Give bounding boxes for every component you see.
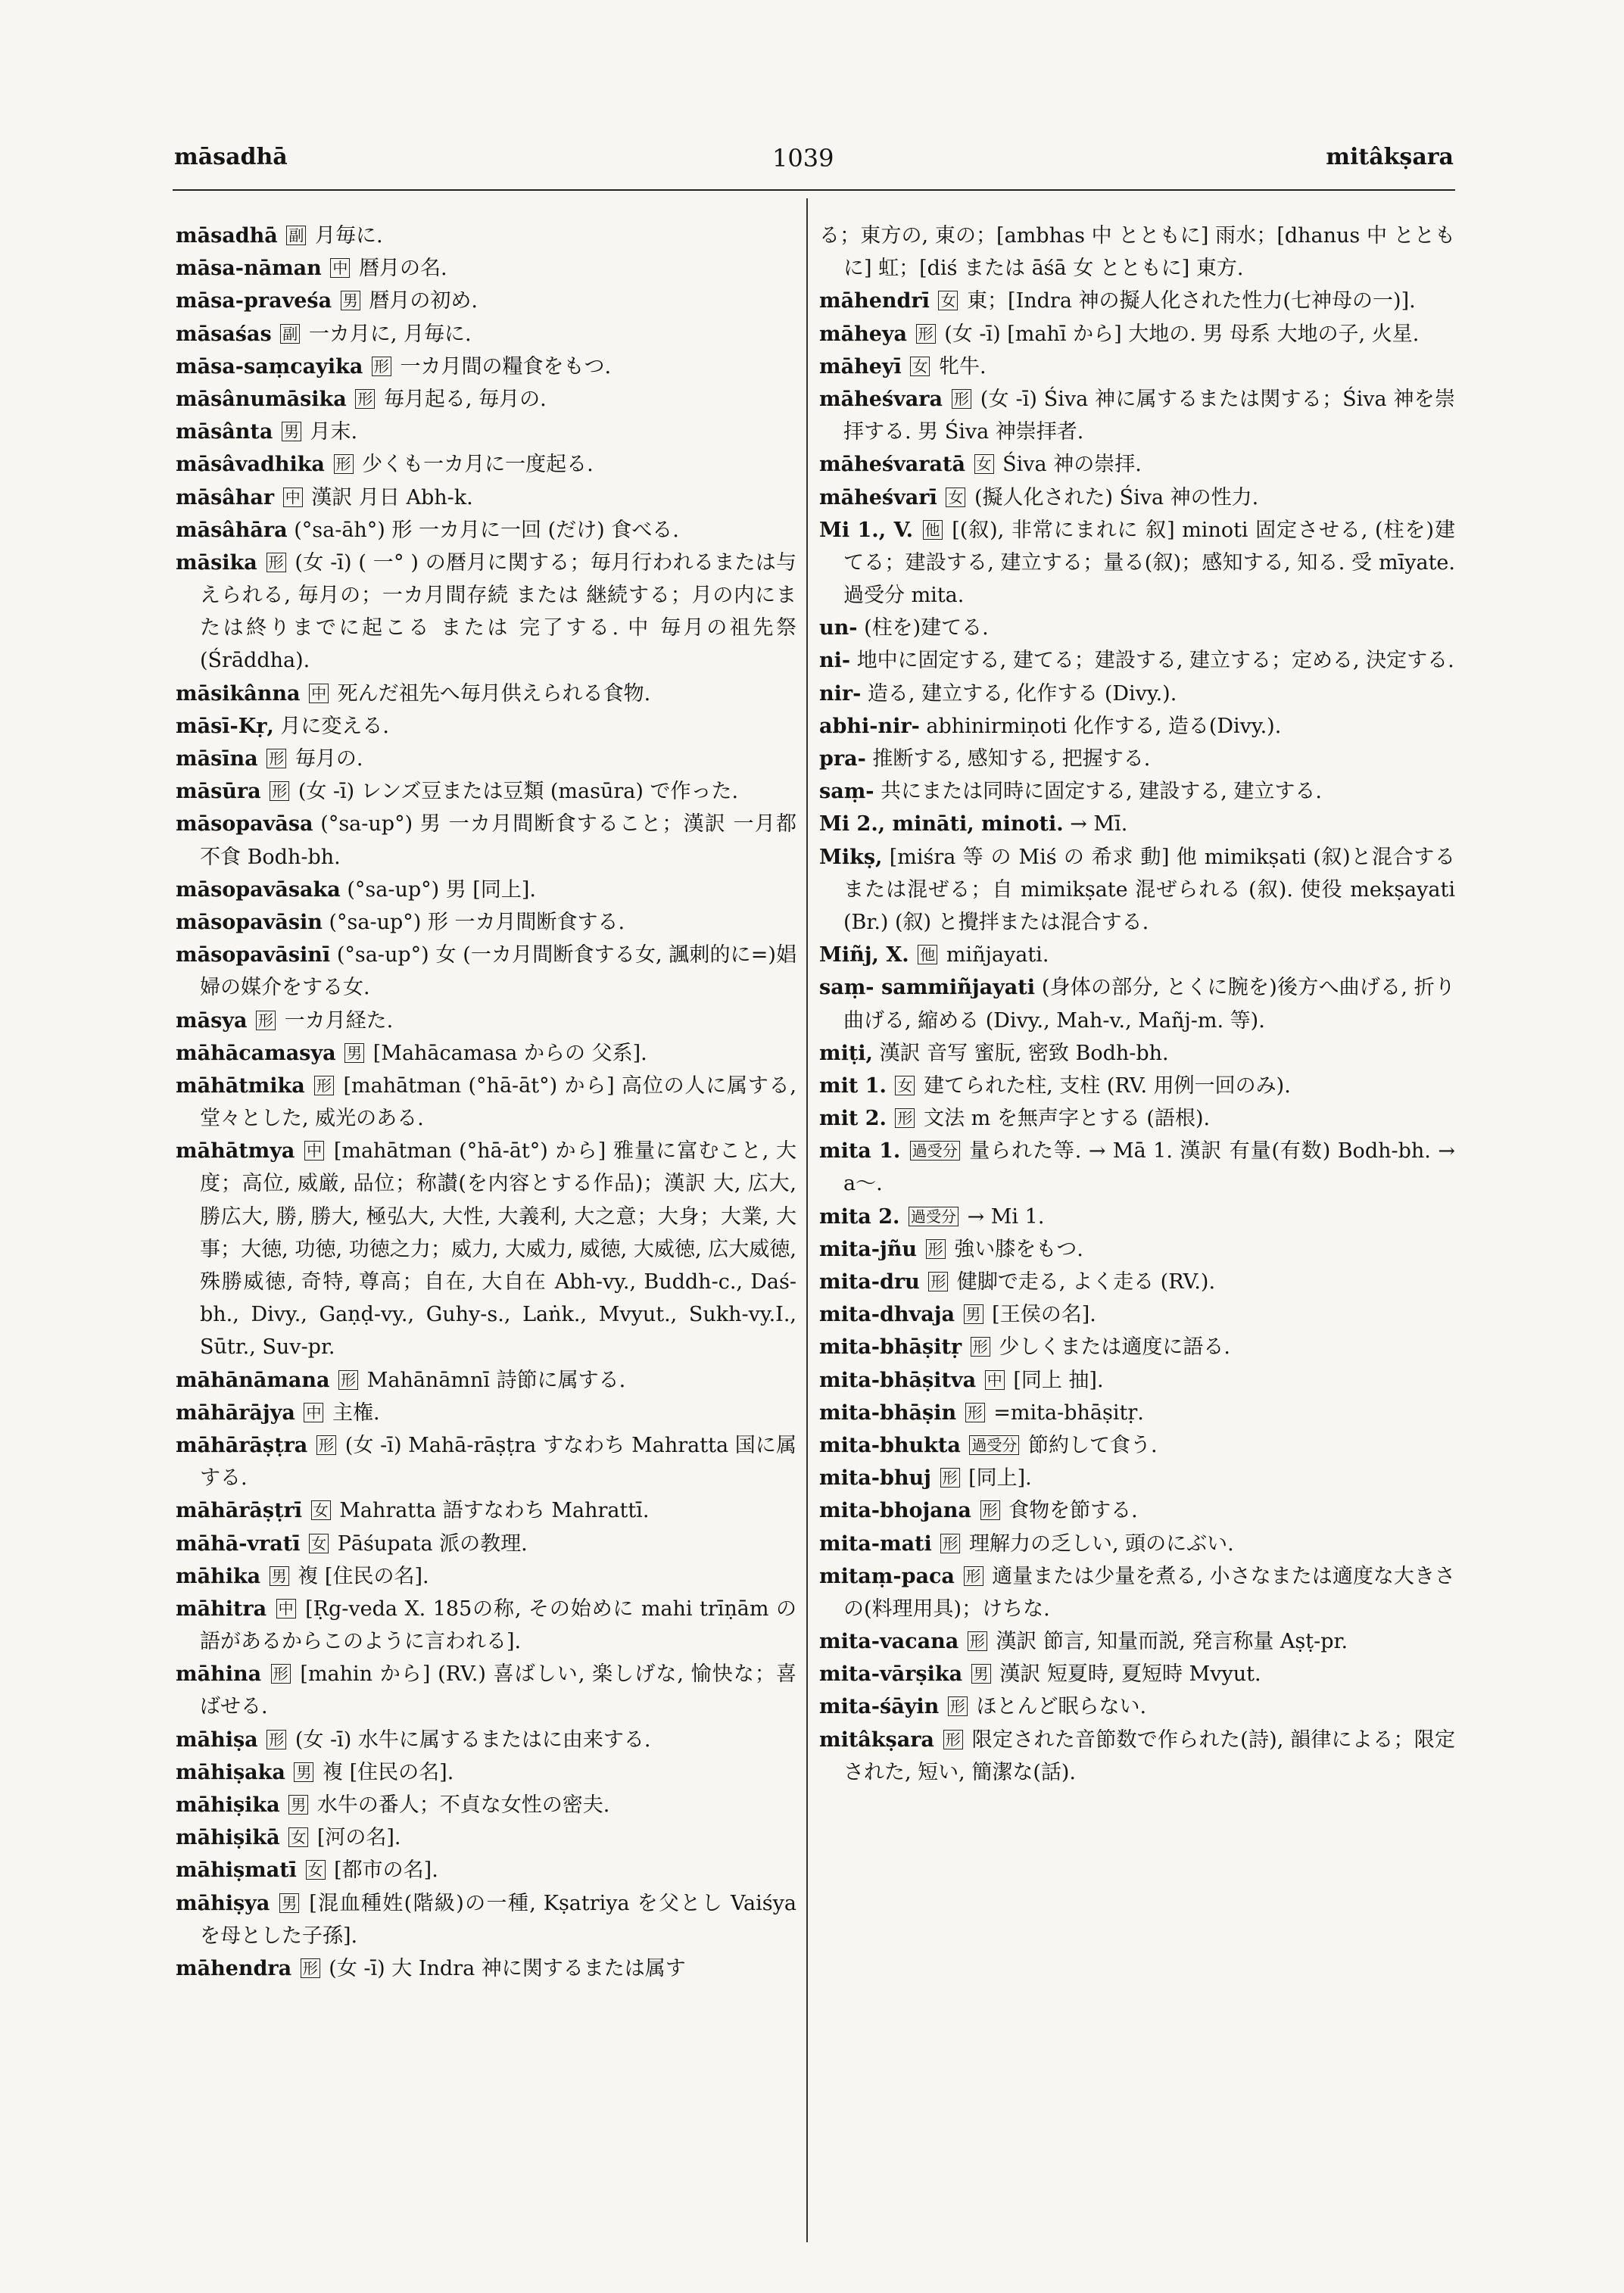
entry-definition: 複 [住民の名]. bbox=[323, 1760, 454, 1784]
entry-definition: 暦月の初め. bbox=[369, 289, 478, 313]
entry-definition: → Mi 1. bbox=[967, 1204, 1045, 1229]
entry-definition: 建てられた柱, 支柱 (RV. 用例一回のみ). bbox=[924, 1073, 1291, 1098]
grammar-tag: 副 bbox=[280, 324, 300, 344]
entry-headword: mita-śāyin bbox=[819, 1695, 940, 1719]
entry-definition: (女 -ī) Mahā-rāṣṭra すなわち Mahratta 国に属する. bbox=[200, 1433, 796, 1491]
entry-definition: [混血種姓(階級)の一種, Kṣatriya を父とし Vaiśya を母とした子孫]. bbox=[200, 1891, 796, 1948]
dictionary-entry bbox=[176, 808, 796, 873]
entry-headword: mita-bhāṣitva bbox=[819, 1368, 977, 1392]
entry-headword: māsânta bbox=[176, 420, 273, 444]
header-left-guideword: māsadhā bbox=[174, 144, 288, 170]
dictionary-entry bbox=[819, 1233, 1455, 1266]
entry-definition: (柱を)建てる. bbox=[864, 616, 989, 640]
entry-definition: (女 -ī) 水牛に属するまたはに由来する. bbox=[295, 1728, 651, 1752]
entry-headword: māheśvaratā bbox=[819, 453, 965, 477]
entry-definition: (°sa-up°) 男 一カ月間断食すること；漢訳 一月都不食 Bodh-bh. bbox=[200, 812, 796, 869]
entry-definition: 暦月の名. bbox=[358, 257, 447, 281]
dictionary-entry bbox=[176, 1756, 796, 1789]
dictionary-entry bbox=[819, 1298, 1455, 1331]
entry-definition: 漢訳 音写 蜜朊, 密致 Bodh-bh. bbox=[879, 1041, 1169, 1065]
entry-definition: (女 -ī) ( 一° ) の暦月に関する；毎月行われるまたは与えられる, 毎月の；一カ月間存続 または 継続する；月の内にまたは終りまでに起こる または 完了する. 中 毎月の祖先祭 (Śrāddha). bbox=[200, 550, 796, 673]
dictionary-entry bbox=[819, 350, 1455, 383]
entry-headword: mit 1. bbox=[819, 1073, 887, 1098]
entry-headword: mita-vārṣika bbox=[819, 1662, 963, 1687]
entry-headword: saṃ- sammiñjayati bbox=[819, 976, 1035, 1000]
grammar-tag: 形 bbox=[964, 1566, 983, 1586]
grammar-tag: 男 bbox=[279, 1893, 299, 1913]
grammar-tag: 女 bbox=[306, 1860, 326, 1880]
entry-definition: 地中に固定する, 建てる；建設する, 建立する；定める, 決定する. bbox=[856, 649, 1454, 673]
dictionary-entry bbox=[819, 775, 1455, 808]
grammar-tag: 中 bbox=[304, 1403, 323, 1422]
grammar-tag: 形 bbox=[316, 1435, 336, 1455]
entry-headword: māheśvarī bbox=[819, 485, 937, 509]
entry-definition: [mahātman (°hā-āt°) から] 雅量に富むこと, 大度；高位, 威厳, 品位；称讃(を内容とする作品)；漢訳 大, 広大, 勝広大, 勝, 勝大, 極弘大, 大性, 大義利, 大之意；大身；大業, 大事；大徳, 功徳, 功徳之力；威力, 大威力, 威徳, 大威徳, 広大威徳, 殊勝威徳, 奇特, 尊高；自在, 大自在 Abh-vy., Buddh-c., Daś-bh., Divy., Gaṇḍ-vy., Guhy-s., Laṅk., Mvyut., Sukh-vy.I., Sūtr., Suv-pr. bbox=[200, 1139, 796, 1360]
page-header bbox=[174, 144, 1454, 182]
entry-headword: māsikânna bbox=[176, 681, 301, 706]
grammar-tag: 男 bbox=[294, 1762, 313, 1782]
entry-headword: māheyī bbox=[819, 354, 902, 379]
dictionary-entry bbox=[819, 1658, 1455, 1690]
entry-definition: Mahratta 語すなわち Mahrattī. bbox=[339, 1499, 650, 1523]
dictionary-entry bbox=[819, 710, 1455, 743]
entry-headword: māhātmika bbox=[176, 1073, 305, 1098]
dictionary-entry bbox=[819, 1429, 1455, 1462]
entry-definition: (身体の部分, とくに腕を)後方へ曲げる, 折り曲げる, 縮める (Divy., Mah-v., Mañj-m. 等). bbox=[843, 976, 1455, 1033]
dictionary-entry bbox=[819, 448, 1455, 481]
entry-definition: 毎月起る, 毎月の. bbox=[383, 387, 547, 411]
grammar-tag: 形 bbox=[916, 324, 936, 344]
dictionary-entry bbox=[819, 481, 1455, 514]
entry-definition: [Mahācamasa からの 父系]. bbox=[372, 1041, 647, 1065]
entry-headword: mita-vacana bbox=[819, 1630, 959, 1654]
grammar-tag: 中 bbox=[283, 488, 303, 507]
dictionary-entry bbox=[176, 874, 796, 906]
dictionary-entry bbox=[176, 906, 796, 939]
dictionary-entry bbox=[819, 841, 1455, 939]
dictionary-entry bbox=[176, 448, 796, 481]
dictionary-entry bbox=[819, 1201, 1455, 1233]
dictionary-entry bbox=[176, 1821, 796, 1854]
entry-headword: pra- bbox=[819, 747, 866, 771]
entry-definition: (°sa-āh°) 形 一カ月に一回 (だけ) 食べる. bbox=[294, 518, 679, 542]
grammar-tag: 過受分 bbox=[909, 1207, 959, 1226]
entry-headword: māsa-saṃcayika bbox=[176, 354, 363, 379]
dictionary-entry bbox=[819, 1462, 1455, 1494]
entry-headword: mita-bhojana bbox=[819, 1499, 971, 1523]
grammar-tag: 形 bbox=[270, 781, 289, 801]
dictionary-entry bbox=[819, 1397, 1455, 1429]
entry-headword: māhika bbox=[176, 1564, 261, 1588]
entry-headword: nir- bbox=[819, 681, 862, 706]
grammar-tag: 形 bbox=[314, 1076, 334, 1095]
entry-headword: māhendra bbox=[176, 1956, 292, 1980]
grammar-tag: 形 bbox=[980, 1500, 1000, 1520]
entry-definition: 東；[Indra 神の擬人化された性力(七神母の一)]. bbox=[967, 289, 1416, 313]
grammar-tag: 形 bbox=[928, 1272, 948, 1291]
entry-headword: māsadhā bbox=[176, 224, 278, 248]
entry-definition: 一カ月間の糧食をもつ. bbox=[400, 354, 612, 379]
entry-headword: mita-mati bbox=[819, 1531, 932, 1556]
entry-definition: 毎月の. bbox=[295, 747, 363, 771]
entry-headword: māhitra bbox=[176, 1597, 267, 1621]
entry-headword: māhiṣa bbox=[176, 1728, 258, 1752]
dictionary-entry bbox=[819, 1070, 1455, 1102]
entry-definition: 造る, 建立する, 化作する (Divy.). bbox=[867, 681, 1177, 706]
entry-headword: māhendrī bbox=[819, 289, 930, 313]
grammar-tag: 形 bbox=[965, 1403, 985, 1422]
grammar-tag: 形 bbox=[338, 1370, 358, 1390]
dictionary-entry bbox=[819, 678, 1455, 710]
entry-headword: māhiṣaka bbox=[176, 1760, 285, 1784]
dictionary-entry bbox=[176, 1593, 796, 1658]
dictionary-entry bbox=[176, 350, 796, 383]
entry-headword: māsaśas bbox=[176, 322, 272, 346]
header-right-guideword: mitâkṣara bbox=[1326, 144, 1454, 170]
entry-definition: 一カ月に, 月毎に. bbox=[308, 322, 472, 346]
entry-headword: māheśvara bbox=[819, 387, 943, 411]
dictionary-entry bbox=[819, 383, 1455, 448]
left-column bbox=[176, 220, 796, 2263]
dictionary-entry bbox=[176, 775, 796, 808]
entry-definition: [同上]. bbox=[968, 1466, 1032, 1491]
entry-headword: mita-bhāṣitṛ bbox=[819, 1335, 962, 1360]
dictionary-entry bbox=[819, 1724, 1455, 1789]
dictionary-entry bbox=[176, 383, 796, 416]
grammar-tag: 中 bbox=[330, 258, 350, 278]
entry-definition: 量られた等. → Mā 1. 漢訳 有量(有数) Bodh-bh. → a～. bbox=[843, 1139, 1455, 1196]
entry-headword: māsâhāra bbox=[176, 518, 288, 542]
dictionary-entry bbox=[819, 1102, 1455, 1135]
dictionary-entry bbox=[176, 1724, 796, 1756]
grammar-tag: 女 bbox=[895, 1076, 915, 1095]
entry-definition: [mahātman (°hā-āt°) から] 高位の人に属する, 堂々とした, 威光のある. bbox=[200, 1073, 796, 1131]
entry-definition: (°sa-up°) 男 [同上]. bbox=[347, 877, 536, 902]
entry-headword: māsânumāsika bbox=[176, 387, 347, 411]
dictionary-entry bbox=[176, 1494, 796, 1527]
grammar-tag: 男 bbox=[288, 1795, 308, 1815]
entry-headword: mita 1. bbox=[819, 1139, 901, 1164]
dictionary-entry bbox=[819, 644, 1455, 677]
entry-headword: māheya bbox=[819, 322, 908, 346]
entry-definition: (°sa-up°) 女 (一カ月間断食する女, 諷刺的に=)娼婦の媒介をする女. bbox=[200, 943, 796, 1000]
entry-definition: 一カ月経た. bbox=[284, 1008, 394, 1033]
entry-definition: 少しくまたは適度に語る. bbox=[999, 1335, 1230, 1360]
dictionary-entry bbox=[176, 1135, 796, 1363]
dictionary-entry bbox=[176, 710, 796, 743]
entry-definition: [都市の名]. bbox=[334, 1858, 438, 1883]
grammar-tag: 男 bbox=[282, 422, 301, 441]
entry-headword: māhācamasya bbox=[176, 1041, 336, 1065]
entry-definition: 漢訳 月日 Abh-k. bbox=[311, 485, 473, 509]
entry-definition: [Ṛg-veda X. 185の称, その始めに mahi trīṇām の語があるからこのように言われる]. bbox=[200, 1597, 796, 1654]
dictionary-entry bbox=[819, 1494, 1455, 1527]
page-number: 1039 bbox=[772, 144, 834, 173]
entry-headword: māhiṣikā bbox=[176, 1826, 280, 1850]
grammar-tag: 中 bbox=[309, 684, 329, 703]
entry-headword: Mikṣ, bbox=[819, 845, 883, 869]
entry-definition: 漢訳 短夏時, 夏短時 Mvyut. bbox=[999, 1662, 1261, 1687]
entry-definition: [(叙), 非常にまれに 叙] minoti 固定させる, (柱を)建てる；建設する, 建立する；量る(叙)；感知する, 知る. 受 mīyate. 過受分 mita. bbox=[843, 518, 1455, 608]
grammar-tag: 中 bbox=[304, 1141, 324, 1161]
dictionary-entry bbox=[176, 1070, 796, 1135]
entry-headword: māsopavāsin bbox=[176, 910, 323, 934]
grammar-tag: 形 bbox=[267, 749, 286, 768]
dictionary-entry bbox=[819, 1135, 1455, 1200]
entry-definition: 理解力の乏しい, 頭のにぶい. bbox=[968, 1531, 1234, 1556]
entry-definition: 適量または少量を煮る, 小さなまたは適度な大きさの(料理用具)；けちな. bbox=[843, 1564, 1455, 1621]
entry-definition: =mita-bhāṣitṛ. bbox=[993, 1400, 1144, 1425]
dictionary-entry bbox=[176, 318, 796, 350]
header-rule bbox=[173, 189, 1455, 191]
dictionary-entry bbox=[819, 1690, 1455, 1723]
grammar-tag: 男 bbox=[964, 1304, 983, 1324]
dictionary-entry bbox=[176, 1528, 796, 1560]
entry-definition: (°sa-up°) 形 一カ月間断食する. bbox=[329, 910, 625, 934]
dictionary-entry bbox=[176, 514, 796, 547]
entry-headword: mita-dru bbox=[819, 1270, 920, 1294]
entry-headword: māhiṣmatī bbox=[176, 1858, 297, 1883]
entry-definition: (女 -ī) Śiva 神に属するまたは関する；Śiva 神を崇拝する. 男 Śiva 神崇拝者. bbox=[843, 387, 1455, 444]
entry-definition: Śiva 神の崇拝. bbox=[1002, 453, 1142, 477]
grammar-tag: 女 bbox=[910, 357, 930, 376]
entry-headword: mita-jñu bbox=[819, 1237, 918, 1261]
entry-headword: Mi 1., V. bbox=[819, 518, 914, 542]
entry-definition: 強い膝をもつ. bbox=[954, 1237, 1083, 1261]
entry-definition: [王侯の名]. bbox=[992, 1303, 1096, 1327]
entry-headword: māsopavāsinī bbox=[176, 943, 331, 967]
grammar-tag: 他 bbox=[918, 945, 937, 964]
grammar-tag: 形 bbox=[271, 1664, 291, 1684]
grammar-tag: 形 bbox=[334, 454, 354, 474]
entry-definition: 節約して食う. bbox=[1028, 1433, 1158, 1457]
entry-headword: māsâvadhika bbox=[176, 453, 325, 477]
entry-definition: 月毎に. bbox=[314, 224, 383, 248]
dictionary-entry bbox=[819, 971, 1455, 1036]
entry-headword: māsīna bbox=[176, 747, 258, 771]
entry-definition: 月に変える. bbox=[280, 714, 390, 738]
entry-headword: māhārāṣṭra bbox=[176, 1433, 308, 1457]
entry-definition: 漢訳 節言, 知量而説, 発言称量 Aṣṭ-pr. bbox=[996, 1630, 1348, 1654]
entry-headword: māsya bbox=[176, 1008, 248, 1033]
entry-definition: abhinirmiṇoti 化作する, 造る(Divy.). bbox=[926, 714, 1282, 738]
entry-headword: māsa-nāman bbox=[176, 257, 322, 281]
entry-headword: Mi 2., mināti, minoti. bbox=[819, 812, 1064, 837]
dictionary-entry bbox=[176, 285, 796, 317]
dictionary-entry bbox=[176, 939, 796, 1004]
grammar-tag: 女 bbox=[938, 291, 958, 310]
dictionary-entry bbox=[176, 1952, 796, 1985]
entry-definition: → Mī. bbox=[1070, 812, 1128, 837]
entry-headword: māhā-vratī bbox=[176, 1531, 301, 1556]
entry-headword: mita-bhukta bbox=[819, 1433, 961, 1457]
entry-definition: Pāśupata 派の教理. bbox=[337, 1531, 528, 1556]
dictionary-entry bbox=[176, 220, 796, 252]
dictionary-entry bbox=[176, 481, 796, 514]
entry-definition: [mahin から] (RV.) 喜ばしい, 楽しげな, 愉快な；喜ばせる. bbox=[200, 1662, 796, 1719]
dictionary-entry bbox=[176, 1560, 796, 1593]
entry-definition: [河の名]. bbox=[316, 1826, 401, 1850]
entry-headword: māsâhar bbox=[176, 485, 275, 509]
entry-definition: 水牛の番人；不貞な女性の密夫. bbox=[316, 1793, 610, 1817]
grammar-tag: 形 bbox=[940, 1468, 960, 1488]
grammar-tag: 副 bbox=[286, 226, 306, 245]
grammar-tag: 男 bbox=[341, 291, 360, 310]
entry-definition: miñjayati. bbox=[946, 943, 1049, 967]
entry-definition: 死んだ祖先へ毎月供えられる食物. bbox=[337, 681, 651, 706]
entry-definition: 文法 m を無声字とする (語根). bbox=[924, 1107, 1211, 1131]
grammar-tag: 形 bbox=[301, 1958, 320, 1978]
dictionary-entry bbox=[176, 1005, 796, 1037]
dictionary-entry bbox=[819, 612, 1455, 644]
grammar-tag: 他 bbox=[923, 520, 943, 540]
entry-headword: māsopavāsa bbox=[176, 812, 313, 837]
grammar-tag: 形 bbox=[256, 1011, 276, 1030]
entry-definition: (女 -ī) レンズ豆または豆類 (masūra) で作った. bbox=[298, 780, 739, 804]
entry-definition: 限定された音節数で作られた(詩), 韻律による；限定された, 短い, 簡潔な(話). bbox=[843, 1728, 1455, 1784]
entry-headword: māsa-praveśa bbox=[176, 289, 332, 313]
grammar-tag: 形 bbox=[926, 1239, 946, 1259]
grammar-tag: 形 bbox=[895, 1108, 915, 1128]
grammar-tag: 男 bbox=[971, 1664, 991, 1684]
entry-headword: un- bbox=[819, 616, 858, 640]
dictionary-entry bbox=[176, 1397, 796, 1429]
entry-definition: [同上 抽]. bbox=[1013, 1368, 1104, 1392]
grammar-tag: 過受分 bbox=[969, 1435, 1019, 1455]
entry-definition: 共にまたは同時に固定する, 建設する, 建立する. bbox=[881, 780, 1322, 804]
dictionary-entry bbox=[819, 743, 1455, 775]
grammar-tag: 女 bbox=[288, 1827, 308, 1847]
grammar-tag: 女 bbox=[974, 454, 994, 474]
grammar-tag: 女 bbox=[309, 1534, 329, 1553]
grammar-tag: 形 bbox=[948, 1696, 968, 1716]
entry-headword: māhārāṣṭrī bbox=[176, 1499, 303, 1523]
dictionary-entry bbox=[819, 1625, 1455, 1658]
grammar-tag: 過受分 bbox=[910, 1141, 960, 1161]
entry-definition: 複 [住民の名]. bbox=[298, 1564, 429, 1588]
entry-headword: saṃ- bbox=[819, 780, 874, 804]
entry-headword: mita 2. bbox=[819, 1204, 900, 1229]
dictionary-entry bbox=[819, 1364, 1455, 1397]
grammar-tag: 形 bbox=[267, 553, 286, 572]
entry-definition: [miśra 等 の Miś の 希求 動] 他 mimikṣati (叙)と混合するまたは混ぜる；自 mimikṣate 混ぜられる (叙). 使役 mekṣayati (Br.) (叙) と攪拌または混合する. bbox=[843, 845, 1455, 934]
dictionary-entry bbox=[176, 1789, 796, 1821]
dictionary-entry bbox=[176, 1429, 796, 1494]
dictionary-entry bbox=[819, 1331, 1455, 1363]
dictionary-entry bbox=[819, 1037, 1455, 1070]
entry-definition: 少くも一カ月に一度起る. bbox=[362, 453, 594, 477]
right-column bbox=[819, 220, 1455, 2263]
entry-definition: 健脚で走る, よく走る (RV.). bbox=[956, 1270, 1216, 1294]
entry-definition: (女 -ī) 大 Indra 神に関するまたは属す bbox=[329, 1956, 686, 1980]
entry-definition: 食物を節する. bbox=[1008, 1499, 1138, 1523]
dictionary-entry bbox=[176, 1037, 796, 1070]
grammar-tag: 男 bbox=[344, 1043, 364, 1063]
entry-definition: 月末. bbox=[310, 420, 358, 444]
entry-definition: る；東方の, 東の；[ambhas 中 とともに] 雨水；[dhanus 中 とともに] 虹；[diś または āśā 女 とともに] 東方. bbox=[819, 224, 1455, 281]
entry-headword: mita-bhuj bbox=[819, 1466, 931, 1491]
dictionary-entry bbox=[819, 285, 1455, 317]
grammar-tag: 形 bbox=[372, 357, 391, 376]
dictionary-entry bbox=[176, 547, 796, 678]
entry-headword: māsī-Kṛ, bbox=[176, 714, 274, 738]
dictionary-entry bbox=[176, 416, 796, 448]
grammar-tag: 女 bbox=[946, 488, 965, 507]
dictionary-entry bbox=[819, 318, 1455, 350]
entry-definition: (女 -ī) [mahī から] 大地の. 男 母系 大地の子, 火星. bbox=[944, 322, 1420, 346]
entry-headword: māhātmya bbox=[176, 1139, 295, 1164]
entry-headword: māhina bbox=[176, 1662, 262, 1687]
entry-definition: 牝牛. bbox=[939, 354, 987, 379]
entry-headword: mita-bhāṣin bbox=[819, 1400, 957, 1425]
dictionary-entry bbox=[819, 1266, 1455, 1298]
entry-headword: māsūra bbox=[176, 780, 261, 804]
dictionary-entry bbox=[176, 1887, 796, 1952]
entry-headword: Miñj, X. bbox=[819, 943, 909, 967]
grammar-tag: 中 bbox=[985, 1370, 1005, 1390]
entry-headword: mitâkṣara bbox=[819, 1728, 934, 1752]
entry-definition: 推断する, 感知する, 把握する. bbox=[872, 747, 1151, 771]
entry-definition: Mahānāmnī 詩節に属する. bbox=[366, 1368, 626, 1392]
entry-headword: mit 2. bbox=[819, 1107, 887, 1131]
entry-headword: māhiṣya bbox=[176, 1891, 270, 1915]
entry-headword: ni- bbox=[819, 649, 851, 673]
entry-headword: māhārājya bbox=[176, 1400, 295, 1425]
entry-headword: miṭi, bbox=[819, 1041, 873, 1065]
entry-headword: māsika bbox=[176, 550, 257, 575]
grammar-tag: 形 bbox=[940, 1534, 960, 1553]
dictionary-entry bbox=[819, 514, 1455, 612]
grammar-tag: 形 bbox=[968, 1631, 987, 1651]
entry-headword: abhi-nir- bbox=[819, 714, 920, 738]
grammar-tag: 女 bbox=[311, 1500, 331, 1520]
grammar-tag: 形 bbox=[267, 1730, 286, 1749]
entry-definition: 主権. bbox=[332, 1400, 380, 1425]
entry-headword: mita-dhvaja bbox=[819, 1303, 955, 1327]
entry-headword: māsopavāsaka bbox=[176, 877, 341, 902]
grammar-tag: 中 bbox=[276, 1599, 296, 1618]
dictionary-entry bbox=[819, 1528, 1455, 1560]
grammar-tag: 形 bbox=[943, 1730, 963, 1749]
dictionary-entry bbox=[176, 743, 796, 775]
entry-headword: māhānāmana bbox=[176, 1368, 330, 1392]
dictionary-entry bbox=[819, 939, 1455, 971]
dictionary-entry bbox=[819, 1560, 1455, 1625]
dictionary-entry bbox=[819, 220, 1455, 285]
dictionary-entry bbox=[819, 808, 1455, 840]
grammar-tag: 形 bbox=[952, 389, 971, 409]
column-divider bbox=[806, 198, 808, 2242]
grammar-tag: 形 bbox=[355, 389, 375, 409]
dictionary-entry bbox=[176, 678, 796, 710]
entry-headword: mitaṃ-paca bbox=[819, 1564, 955, 1588]
dictionary-entry bbox=[176, 1364, 796, 1397]
entry-headword: māhiṣika bbox=[176, 1793, 280, 1817]
dictionary-entry bbox=[176, 1658, 796, 1723]
entry-definition: (擬人化された) Śiva 神の性力. bbox=[974, 485, 1259, 509]
dictionary-entry bbox=[176, 252, 796, 285]
grammar-tag: 男 bbox=[270, 1566, 289, 1586]
entry-definition: ほとんど眠らない. bbox=[976, 1695, 1147, 1719]
dictionary-entry bbox=[176, 1854, 796, 1886]
grammar-tag: 形 bbox=[971, 1337, 990, 1357]
